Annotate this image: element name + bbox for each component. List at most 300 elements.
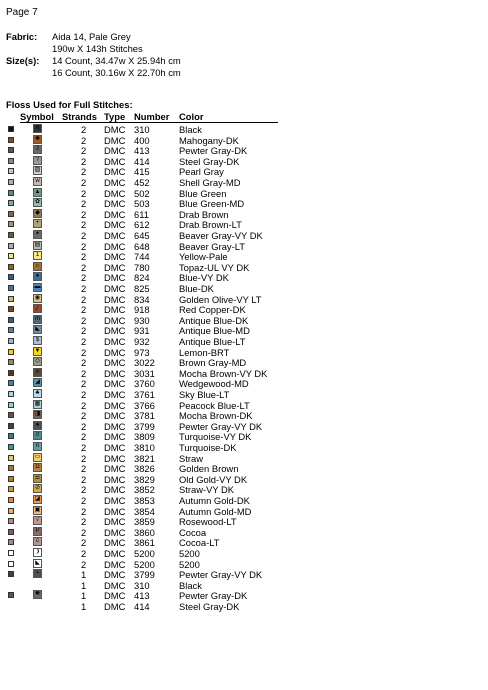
strands-cell: 2: [81, 399, 87, 411]
floss-row: [0, 580, 488, 591]
strands-cell: 2: [81, 431, 87, 443]
strands-cell: 2: [81, 293, 87, 305]
strands-cell: 1: [81, 601, 87, 612]
floss-row: [0, 198, 488, 209]
number-cell: 415: [134, 166, 150, 178]
color-swatch: [8, 349, 14, 355]
floss-row: [0, 166, 488, 177]
number-cell: 310: [134, 124, 150, 135]
color-swatch: [8, 497, 14, 503]
stitch-symbol-icon: ╱: [33, 304, 42, 313]
size-14-count: 14 Count, 34.47w X 25.94h cm: [52, 55, 181, 66]
type-cell: DMC: [104, 548, 126, 559]
stitch-symbol-icon: ♣: [33, 389, 42, 398]
color-swatch: [8, 306, 14, 312]
floss-row: [0, 453, 488, 464]
color-name-cell: Blue Green-MD: [179, 198, 245, 210]
number-cell: 414: [134, 155, 150, 167]
type-cell: DMC: [104, 314, 126, 326]
floss-row: [0, 156, 488, 167]
color-swatch: [8, 253, 14, 259]
strands-cell: 2: [81, 410, 87, 422]
number-cell: 930: [134, 314, 150, 326]
stitch-symbol-icon: P: [33, 527, 42, 536]
color-swatch: [8, 518, 14, 524]
color-name-cell: Straw-VY DK: [179, 484, 235, 496]
type-cell: DMC: [104, 325, 126, 337]
color-swatch: [8, 539, 14, 545]
color-name-cell: Red Copper-DK: [179, 304, 246, 316]
floss-row: [0, 548, 488, 559]
number-cell: 3860: [134, 526, 155, 538]
strands-cell: 2: [81, 537, 87, 549]
color-swatch: [8, 380, 14, 386]
color-swatch: [8, 137, 14, 143]
strands-cell: 2: [81, 548, 87, 559]
floss-row: [0, 368, 488, 379]
strands-cell: 2: [81, 357, 87, 369]
type-cell: DMC: [104, 251, 126, 263]
strands-cell: 2: [81, 272, 87, 284]
stitch-symbol-icon: ▭: [34, 453, 41, 460]
type-cell: DMC: [104, 590, 126, 602]
color-swatch: [8, 402, 14, 408]
strands-cell: 1: [81, 579, 87, 591]
header-color: Color: [179, 111, 204, 122]
strands-cell: 2: [81, 145, 87, 157]
color-swatch: [8, 592, 14, 598]
floss-row: [0, 506, 488, 517]
number-cell: 3826: [134, 463, 155, 475]
number-cell: 3859: [134, 516, 155, 528]
stitch-symbol-icon: ◣: [33, 559, 42, 568]
type-cell: DMC: [104, 569, 126, 581]
strands-cell: 2: [81, 505, 87, 517]
color-swatch: [8, 168, 14, 174]
floss-row: [0, 421, 488, 432]
floss-row: [0, 601, 488, 612]
color-name-cell: Turquoise-VY DK: [179, 431, 252, 443]
floss-row: [0, 559, 488, 570]
stitch-symbol-icon: ▧: [34, 167, 41, 174]
stitch-symbol-icon: ✿: [34, 199, 41, 206]
type-cell: DMC: [104, 219, 126, 231]
type-cell: DMC: [104, 431, 126, 443]
color-name-cell: Pewter Gray-DK: [179, 145, 248, 157]
color-name-cell: Cocoa: [179, 526, 207, 538]
floss-row: [0, 336, 488, 347]
floss-row: [0, 325, 488, 336]
number-cell: 3861: [134, 537, 155, 549]
strands-cell: 2: [81, 166, 87, 178]
color-name-cell: Beaver Gray-LT: [179, 240, 245, 252]
strands-cell: 2: [81, 378, 87, 390]
color-name-cell: Old Gold-VY DK: [179, 473, 248, 485]
page-label: Page 7: [6, 7, 38, 18]
strands-cell: 1: [81, 590, 87, 602]
color-swatch: [8, 529, 14, 535]
floss-row: [0, 272, 488, 283]
floss-row: [0, 283, 488, 294]
type-cell: DMC: [104, 505, 126, 517]
stitch-symbol-icon: ▤: [34, 241, 41, 248]
stitch-symbol-icon: ❩: [34, 549, 41, 555]
number-cell: 5200: [134, 558, 155, 570]
color-swatch: [8, 338, 14, 344]
color-swatch: [8, 561, 14, 567]
header-strands: Strands: [62, 111, 97, 122]
number-cell: 3760: [134, 378, 155, 390]
color-swatch: [8, 147, 14, 153]
floss-row: [0, 410, 488, 421]
color-name-cell: Shell Gray-MD: [179, 177, 241, 188]
color-swatch: [8, 550, 14, 556]
stitch-symbol-icon: w: [33, 177, 42, 186]
floss-row: [0, 262, 488, 273]
floss-row: [0, 188, 488, 199]
strands-cell: 2: [81, 198, 87, 210]
floss-row: [0, 230, 488, 241]
color-name-cell: Wedgewood-MD: [179, 378, 249, 390]
number-cell: 502: [134, 187, 150, 199]
color-swatch: [8, 508, 14, 514]
strands-cell: 2: [81, 134, 87, 146]
color-swatch: [8, 571, 14, 577]
stitch-symbol-icon: ▬: [34, 284, 41, 290]
stitch-symbol-icon: ?: [33, 156, 42, 165]
color-swatch: [8, 211, 14, 217]
strands-cell: 2: [81, 516, 87, 528]
color-swatch: [8, 285, 14, 291]
strands-cell: 2: [81, 442, 87, 453]
number-cell: 918: [134, 304, 150, 316]
strands-cell: 2: [81, 219, 87, 231]
header-symbol: Symbol: [20, 111, 54, 122]
stitch-symbol-icon: X: [33, 124, 42, 133]
floss-row: [0, 315, 488, 326]
color-swatch: [8, 433, 14, 439]
stitch-symbol-icon: ◣: [33, 325, 42, 334]
number-cell: 932: [134, 336, 150, 347]
stitch-symbol-icon: ▪: [33, 569, 42, 578]
number-cell: 834: [134, 293, 150, 305]
floss-row: [0, 347, 488, 358]
type-cell: DMC: [104, 410, 126, 422]
type-cell: DMC: [104, 336, 126, 347]
type-cell: DMC: [104, 261, 126, 273]
strands-cell: 2: [81, 283, 87, 294]
stitch-symbol-icon: ▼: [34, 347, 41, 354]
strands-cell: 2: [81, 367, 87, 379]
color-name-cell: Brown Gray-MD: [179, 357, 247, 369]
type-cell: DMC: [104, 558, 126, 570]
floss-row: [0, 219, 488, 230]
type-cell: DMC: [104, 420, 126, 432]
color-swatch: [8, 476, 14, 482]
color-swatch: [8, 264, 14, 270]
strands-cell: 2: [81, 261, 87, 273]
floss-section-title: Floss Used for Full Stitches:: [6, 99, 133, 110]
type-cell: DMC: [104, 537, 126, 549]
stitch-symbol-icon: ●: [33, 421, 42, 430]
floss-row: [0, 442, 488, 453]
stitch-symbol-icon: ◨: [34, 411, 41, 418]
number-cell: 3821: [134, 452, 155, 464]
floss-row: [0, 251, 488, 262]
color-name-cell: Topaz-UL VY DK: [179, 261, 250, 273]
strands-cell: 2: [81, 251, 87, 263]
stitch-symbol-icon: ☰: [34, 474, 41, 481]
stitch-symbol-icon: //: [33, 431, 42, 440]
color-swatch: [8, 327, 14, 333]
color-swatch: [8, 370, 14, 376]
color-swatch: [8, 232, 14, 238]
type-cell: DMC: [104, 601, 126, 612]
strands-cell: 2: [81, 346, 87, 358]
fabric-value: Aida 14, Pale Grey: [52, 31, 131, 42]
fabric-label: Fabric:: [6, 31, 38, 42]
number-cell: 780: [134, 261, 150, 273]
color-name-cell: Pewter Gray-VY DK: [179, 569, 263, 581]
floss-row: [0, 209, 488, 220]
type-cell: DMC: [104, 579, 126, 591]
color-swatch: [8, 179, 14, 185]
strands-cell: 2: [81, 484, 87, 496]
type-cell: DMC: [104, 134, 126, 146]
color-name-cell: Lemon-BRT: [179, 346, 230, 358]
strands-cell: 2: [81, 389, 87, 400]
number-cell: 825: [134, 283, 150, 294]
strands-cell: 2: [81, 240, 87, 252]
number-cell: 310: [134, 579, 150, 591]
stitch-symbol-icon: ▣: [34, 506, 41, 513]
color-swatch: [8, 444, 14, 450]
color-name-cell: Peacock Blue-LT: [179, 399, 250, 411]
header-type: Type: [104, 111, 126, 122]
strands-cell: 2: [81, 452, 87, 464]
size-16-count: 16 Count, 30.16w X 22.70h cm: [52, 67, 181, 78]
floss-row: [0, 516, 488, 527]
color-name-cell: Rosewood-LT: [179, 516, 237, 528]
floss-row: [0, 527, 488, 538]
floss-row: [0, 304, 488, 315]
strands-cell: 2: [81, 124, 87, 135]
stitch-symbol-icon: √: [33, 516, 42, 525]
fabric-stitches: 190w X 143h Stitches: [52, 43, 143, 54]
header-number: Number: [134, 111, 170, 122]
stitch-symbol-icon: ◉: [34, 294, 41, 301]
type-cell: DMC: [104, 495, 126, 506]
color-name-cell: Golden Brown: [179, 463, 239, 475]
color-name-cell: Cocoa-LT: [179, 537, 220, 549]
number-cell: 3810: [134, 442, 155, 453]
strands-cell: 2: [81, 230, 87, 241]
color-name-cell: Pewter Gray-DK: [179, 590, 248, 602]
color-name-cell: Straw: [179, 452, 203, 464]
color-name-cell: Mocha Brown-VY DK: [179, 367, 268, 379]
number-cell: 611: [134, 208, 149, 220]
color-name-cell: Drab Brown-LT: [179, 219, 242, 231]
number-cell: 612: [134, 219, 150, 231]
stitch-symbol-icon: ◢: [33, 378, 42, 387]
floss-row: [0, 463, 488, 474]
color-swatch: [8, 221, 14, 227]
strands-cell: 2: [81, 304, 87, 316]
type-cell: DMC: [104, 155, 126, 167]
color-name-cell: Drab Brown: [179, 208, 229, 220]
stitch-symbol-icon: ◆: [33, 209, 42, 218]
color-name-cell: Antique Blue-LT: [179, 336, 246, 347]
type-cell: DMC: [104, 526, 126, 538]
strands-cell: 2: [81, 420, 87, 432]
stitch-symbol-icon: ▦: [34, 400, 41, 407]
type-cell: DMC: [104, 389, 126, 400]
sizes-label: Size(s):: [6, 55, 40, 66]
color-swatch: [8, 412, 14, 418]
number-cell: 648: [134, 240, 150, 252]
number-cell: 973: [134, 346, 150, 358]
number-cell: 3854: [134, 505, 155, 517]
type-cell: DMC: [104, 283, 126, 294]
color-name-cell: Steel Gray-DK: [179, 601, 240, 612]
color-name-cell: Blue-DK: [179, 283, 214, 294]
strands-cell: 2: [81, 526, 87, 538]
type-cell: DMC: [104, 357, 126, 369]
strands-cell: 2: [81, 187, 87, 199]
number-cell: 3829: [134, 473, 155, 485]
number-cell: 3852: [134, 484, 155, 496]
number-cell: 3766: [134, 399, 155, 411]
color-name-cell: Antique Blue-MD: [179, 325, 250, 337]
stitch-symbol-icon: n: [33, 442, 42, 451]
strands-cell: 2: [81, 473, 87, 485]
number-cell: 3781: [134, 410, 155, 422]
color-name-cell: Black: [179, 579, 202, 591]
stitch-symbol-icon: ∩: [33, 262, 42, 271]
color-name-cell: Pewter Gray-VY DK: [179, 420, 263, 432]
type-cell: DMC: [104, 230, 126, 241]
floss-row: [0, 241, 488, 252]
color-name-cell: Black: [179, 124, 202, 135]
number-cell: 744: [134, 251, 150, 263]
color-name-cell: Sky Blue-LT: [179, 389, 230, 400]
color-swatch: [8, 455, 14, 461]
color-swatch: [8, 465, 14, 471]
type-cell: DMC: [104, 198, 126, 210]
type-cell: DMC: [104, 293, 126, 305]
stitch-symbol-icon: c: [33, 537, 42, 546]
number-cell: 3809: [134, 431, 155, 443]
color-name-cell: Turquoise-DK: [179, 442, 237, 453]
floss-row: [0, 537, 488, 548]
color-name-cell: Blue-VY DK: [179, 272, 229, 284]
stitch-symbol-icon: ✺: [34, 591, 41, 598]
color-name-cell: Antique Blue-DK: [179, 314, 249, 326]
strands-cell: 2: [81, 336, 87, 347]
stitch-symbol-icon: 1: [33, 251, 42, 260]
color-swatch: [8, 190, 14, 196]
floss-row: [0, 400, 488, 411]
number-cell: 645: [134, 230, 150, 241]
stitch-symbol-icon: •: [33, 219, 42, 228]
type-cell: DMC: [104, 463, 126, 475]
floss-row: [0, 378, 488, 389]
color-name-cell: Blue Green: [179, 187, 227, 199]
floss-row: [0, 177, 488, 188]
type-cell: DMC: [104, 177, 126, 188]
type-cell: DMC: [104, 166, 126, 178]
stitch-symbol-icon: ♦: [33, 272, 42, 281]
type-cell: DMC: [104, 304, 126, 316]
type-cell: DMC: [104, 367, 126, 379]
floss-row: [0, 294, 488, 305]
number-cell: 413: [134, 145, 150, 157]
color-swatch: [8, 274, 14, 280]
type-cell: DMC: [104, 452, 126, 464]
color-swatch: [8, 243, 14, 249]
color-swatch: [8, 200, 14, 206]
strands-cell: 2: [81, 314, 87, 326]
type-cell: DMC: [104, 187, 126, 199]
strands-cell: 2: [81, 463, 87, 475]
color-swatch: [8, 296, 14, 302]
stitch-symbol-icon: ◪: [34, 496, 41, 502]
floss-row: [0, 495, 488, 506]
stitch-symbol-icon: $: [33, 336, 42, 345]
number-cell: 5200: [134, 548, 155, 559]
strands-cell: 2: [81, 208, 87, 220]
type-cell: DMC: [104, 378, 126, 390]
type-cell: DMC: [104, 484, 126, 496]
number-cell: 3031: [134, 367, 155, 379]
stitch-symbol-icon: #: [33, 368, 42, 377]
floss-row: [0, 357, 488, 368]
color-name-cell: 5200: [179, 558, 200, 570]
color-name-cell: 5200: [179, 548, 200, 559]
floss-row: [0, 569, 488, 580]
type-cell: DMC: [104, 399, 126, 411]
color-name-cell: Yellow-Pale: [179, 251, 228, 263]
stitch-symbol-icon: ✱: [34, 135, 41, 142]
color-swatch: [8, 391, 14, 397]
floss-row: [0, 124, 488, 135]
strands-cell: 2: [81, 177, 87, 188]
number-cell: 414: [134, 601, 150, 612]
type-cell: DMC: [104, 473, 126, 485]
stitch-symbol-icon: ▲: [34, 188, 41, 195]
stitch-symbol-icon: ◘: [33, 463, 42, 472]
stitch-symbol-icon: ≡: [33, 145, 42, 154]
strands-cell: 2: [81, 325, 87, 337]
type-cell: DMC: [104, 145, 126, 157]
color-swatch: [8, 317, 14, 323]
color-swatch: [8, 486, 14, 492]
color-name-cell: Mahogany-DK: [179, 134, 239, 146]
floss-row: [0, 389, 488, 400]
stitch-symbol-icon: ✶: [34, 231, 41, 237]
floss-row: [0, 484, 488, 495]
number-cell: 3799: [134, 569, 155, 581]
number-cell: 400: [134, 134, 150, 146]
strands-cell: 2: [81, 155, 87, 167]
type-cell: DMC: [104, 208, 126, 220]
number-cell: 3761: [134, 389, 155, 400]
color-name-cell: Autumn Gold-DK: [179, 495, 250, 506]
color-swatch: [8, 158, 14, 164]
number-cell: 3799: [134, 420, 155, 432]
number-cell: 931: [134, 325, 150, 337]
strands-cell: 2: [81, 495, 87, 506]
